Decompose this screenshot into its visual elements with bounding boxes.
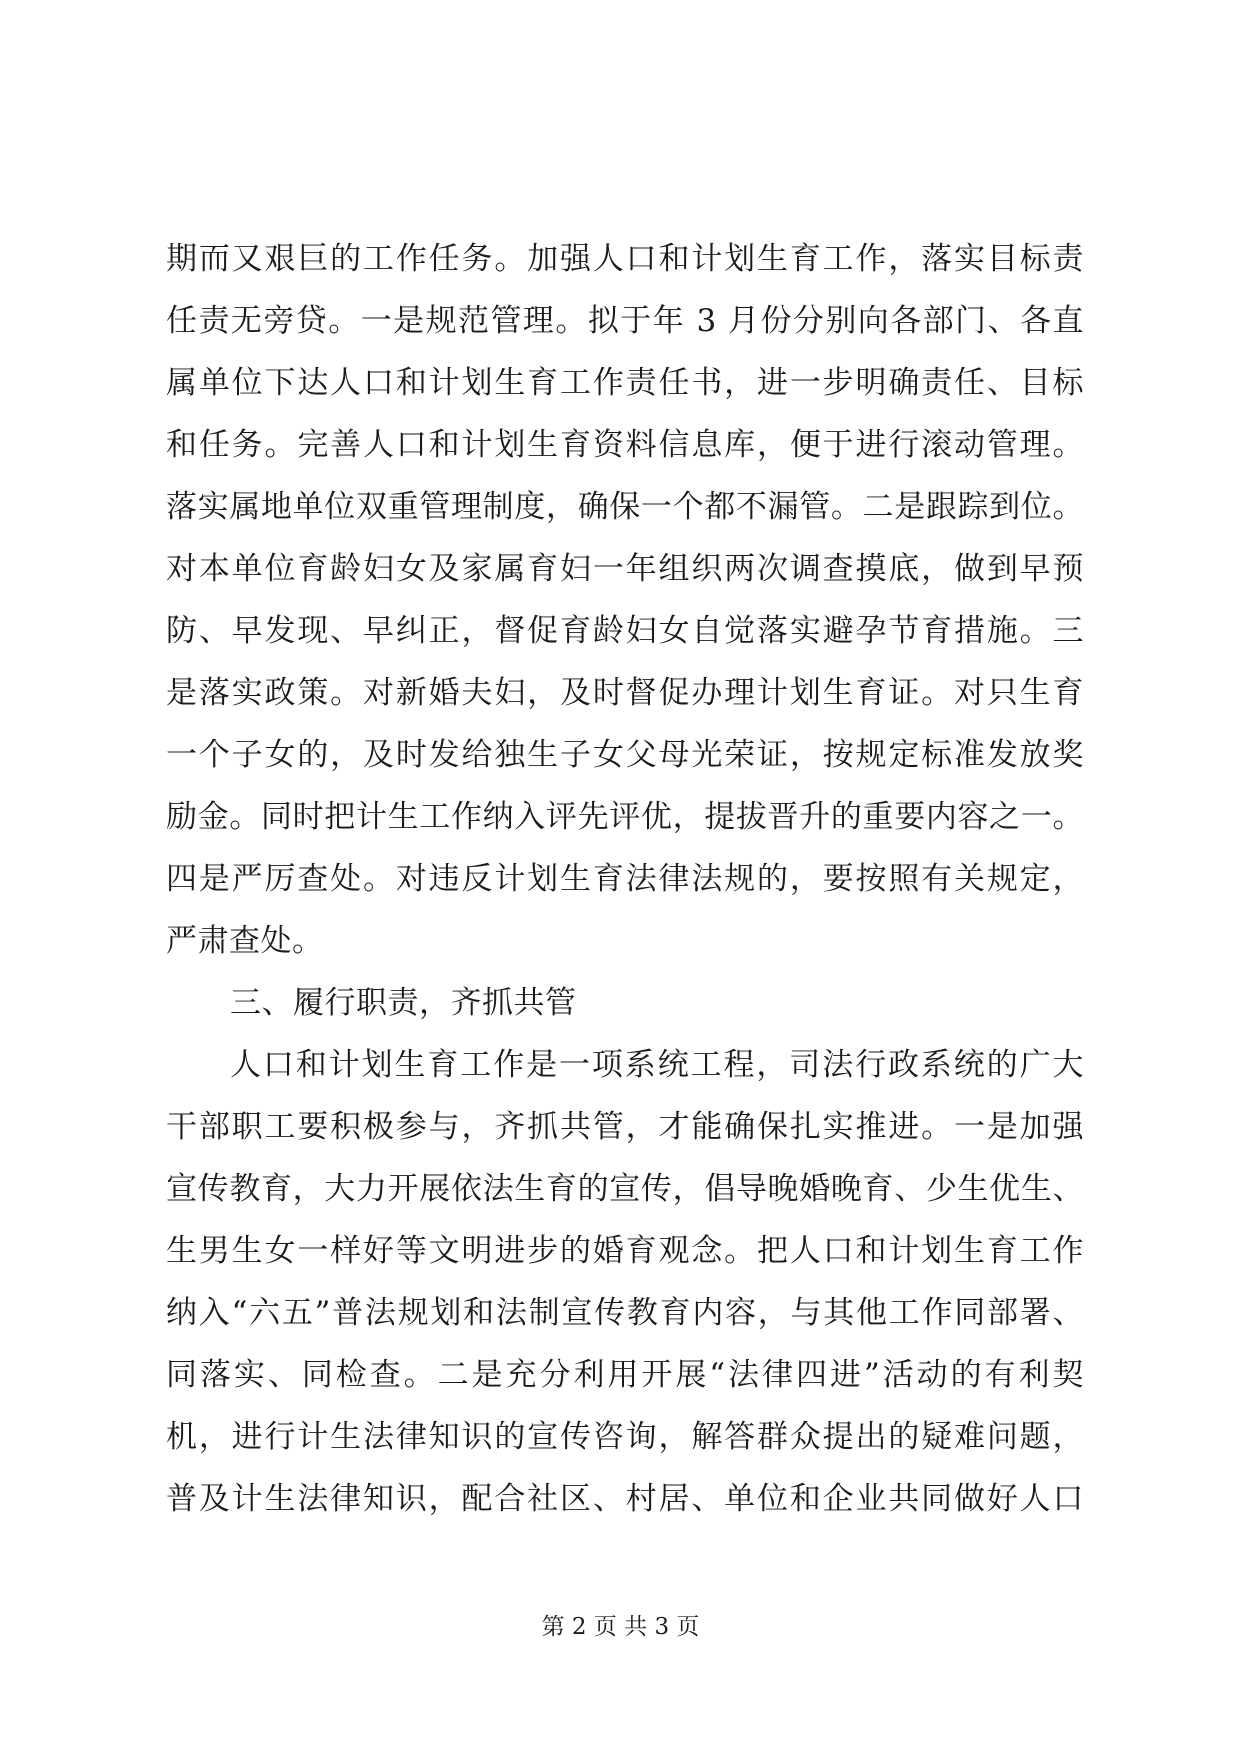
body-text <box>166 228 1084 1530</box>
paragraph2-line-5: 纳入“六五”普法规划和法制宣传教育内容，与其他工作同部署、 <box>166 1295 1084 1331</box>
page-number-footer: 第 2 页 共 3 页 <box>541 1614 700 1640</box>
paragraph2-line-4: 生男生女一样好等文明进步的婚育观念。把人口和计划生育工作 <box>166 1233 1084 1269</box>
paragraph2-line-6: 同落实、同检查。二是充分利用开展“法律四进”活动的有利契 <box>166 1357 1084 1393</box>
paragraph1-line-4: 和任务。完善人口和计划生育资料信息库，便于进行滚动管理。 <box>166 427 1084 463</box>
paragraph1-line-8: 是落实政策。对新婚夫妇，及时督促办理计划生育证。对只生育 <box>166 675 1084 711</box>
paragraph1-line-12: 严肃查处。 <box>166 923 324 959</box>
paragraph2-line-8: 普及计生法律知识，配合社区、村居、单位和企业共同做好人口 <box>166 1481 1084 1517</box>
paragraph1-line-10: 励金。同时把计生工作纳入评先评优，提拔晋升的重要内容之一。 <box>166 799 1084 835</box>
paragraph1-line-11: 四是严厉查处。对违反计划生育法律法规的，要按照有关规定， <box>166 861 1084 897</box>
paragraph2-line-7: 机，进行计生法律知识的宣传咨询，解答群众提出的疑难问题， <box>166 1419 1084 1455</box>
paragraph1-line-9: 一个子女的，及时发给独生子女父母光荣证，按规定标准发放奖 <box>166 737 1084 773</box>
paragraph1-line-3: 属单位下达人口和计划生育工作责任书，进一步明确责任、目标 <box>166 365 1084 401</box>
paragraph1-line-6: 对本单位育龄妇女及家属育妇一年组织两次调查摸底，做到早预 <box>166 551 1084 587</box>
paragraph1-line-5: 落实属地单位双重管理制度，确保一个都不漏管。二是跟踪到位。 <box>166 489 1084 525</box>
paragraph1-line-7: 防、早发现、早纠正，督促育龄妇女自觉落实避孕节育措施。三 <box>166 613 1084 649</box>
paragraph1-line-2: 任责无旁贷。一是规范管理。拟于年 3 月份分别向各部门、各直 <box>166 303 1084 339</box>
paragraph2-line-2: 干部职工要积极参与，齐抓共管，才能确保扎实推进。一是加强 <box>166 1109 1084 1145</box>
section-heading: 三、履行职责，齐抓共管 <box>230 985 577 1021</box>
paragraph1-line-1: 期而又艰巨的工作任务。加强人口和计划生育工作，落实目标责 <box>166 241 1084 277</box>
paragraph2-line-1: 人口和计划生育工作是一项系统工程，司法行政系统的广大 <box>230 1047 1084 1083</box>
paragraph2-line-3: 宣传教育，大力开展依法生育的宣传，倡导晚婚晚育、少生优生、 <box>166 1171 1084 1207</box>
